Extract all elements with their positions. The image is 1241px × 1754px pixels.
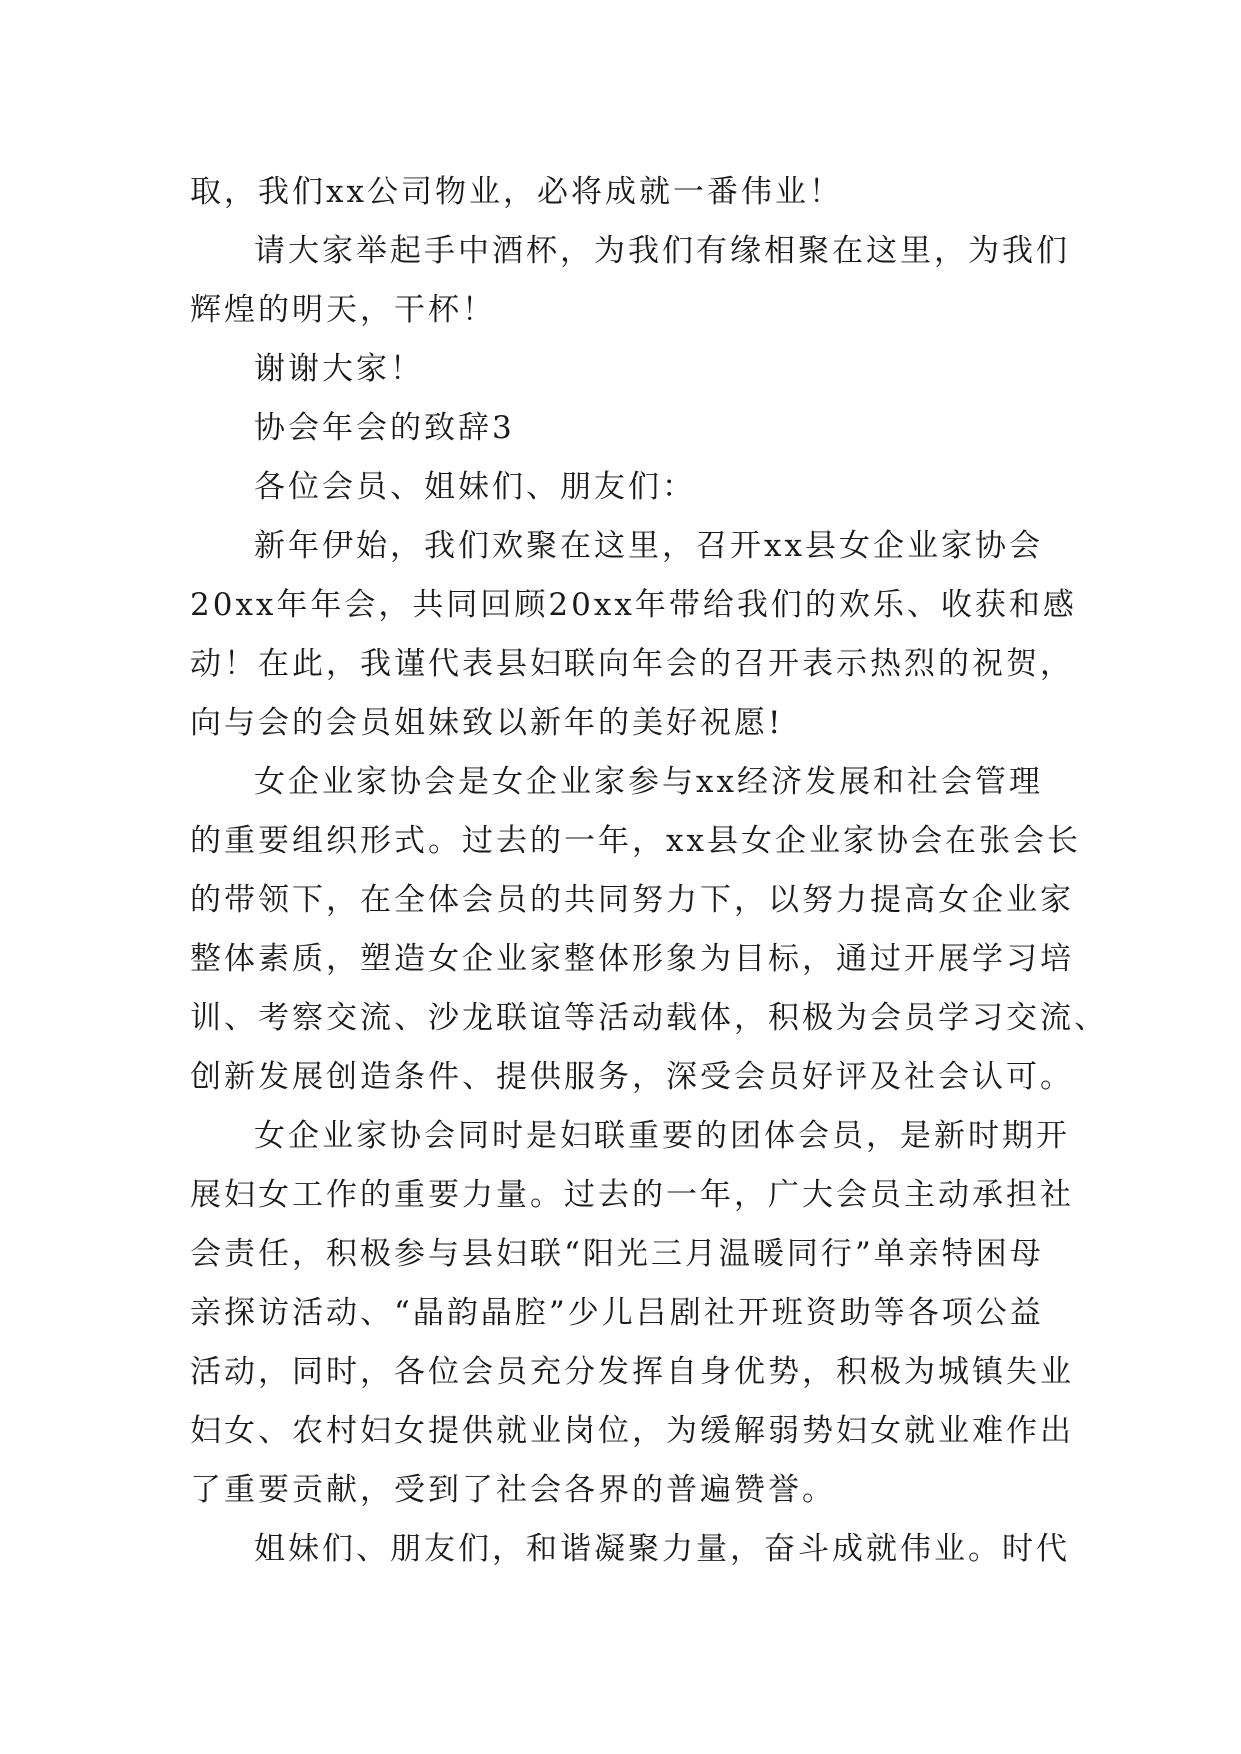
text-line-12: 的重要组织形式。过去的一年，xx县女企业家协会在张会长 [190,823,1081,859]
text-line-22: 妇女、农村妇女提供就业岗位，为缓解弱势妇女就业难作出 [190,1413,1074,1449]
text-line-7: 新年伊始，我们欢聚在这里，召开xx县女企业家协会 [254,528,1043,564]
text-line-23: 了重要贡献，受到了社会各界的普遍赞誉。 [190,1472,836,1508]
text-line-8: 20xx年年会，共同回顾20xx年带给我们的欢乐、收获和感 [190,587,1077,623]
text-line-20: 亲探访活动、“晶韵晶腔”少儿吕剧社开班资助等各项公益 [190,1295,1044,1331]
text-line-3: 辉煌的明天，干杯！ [190,292,496,328]
text-line-10: 向与会的会员姐妹致以新年的美好祝愿! [190,705,784,741]
text-line-11: 女企业家协会是女企业家参与xx经济发展和社会管理 [254,764,1043,800]
text-line-4: 谢谢大家！ [254,351,424,387]
text-line-18: 展妇女工作的重要力量。过去的一年，广大会员主动承担社 [190,1177,1074,1213]
section-heading: 协会年会的致辞3 [254,410,515,446]
text-line-15: 训、考察交流、沙龙联谊等活动载体，积极为会员学习交流、 [190,1000,1108,1036]
text-line-17: 女企业家协会同时是妇联重要的团体会员，是新时期开 [254,1118,1070,1154]
text-line-9: 动！在此，我谨代表县妇联向年会的召开表示热烈的祝贺， [190,646,1074,682]
salutation: 各位会员、姐妹们、朋友们： [254,469,696,505]
text-line-21: 活动，同时，各位会员充分发挥自身优势，积极为城镇失业 [190,1354,1074,1390]
document-body [190,163,1108,1579]
text-line-13: 的带领下，在全体会员的共同努力下，以努力提高女企业家 [190,882,1074,918]
text-line-14: 整体素质，塑造女企业家整体形象为目标，通过开展学习培 [190,941,1074,977]
text-line-2: 请大家举起手中酒杯，为我们有缘相聚在这里，为我们 [254,233,1070,269]
text-line-16: 创新发展创造条件、提供服务，深受会员好评及社会认可。 [190,1059,1074,1095]
text-line-1: 取，我们xx公司物业，必将成就一番伟业！ [190,174,843,210]
text-line-24: 姐妹们、朋友们，和谐凝聚力量，奋斗成就伟业。时代 [254,1531,1070,1567]
text-line-19: 会责任，积极参与县妇联“阳光三月温暖同行”单亲特困母 [190,1236,1044,1272]
